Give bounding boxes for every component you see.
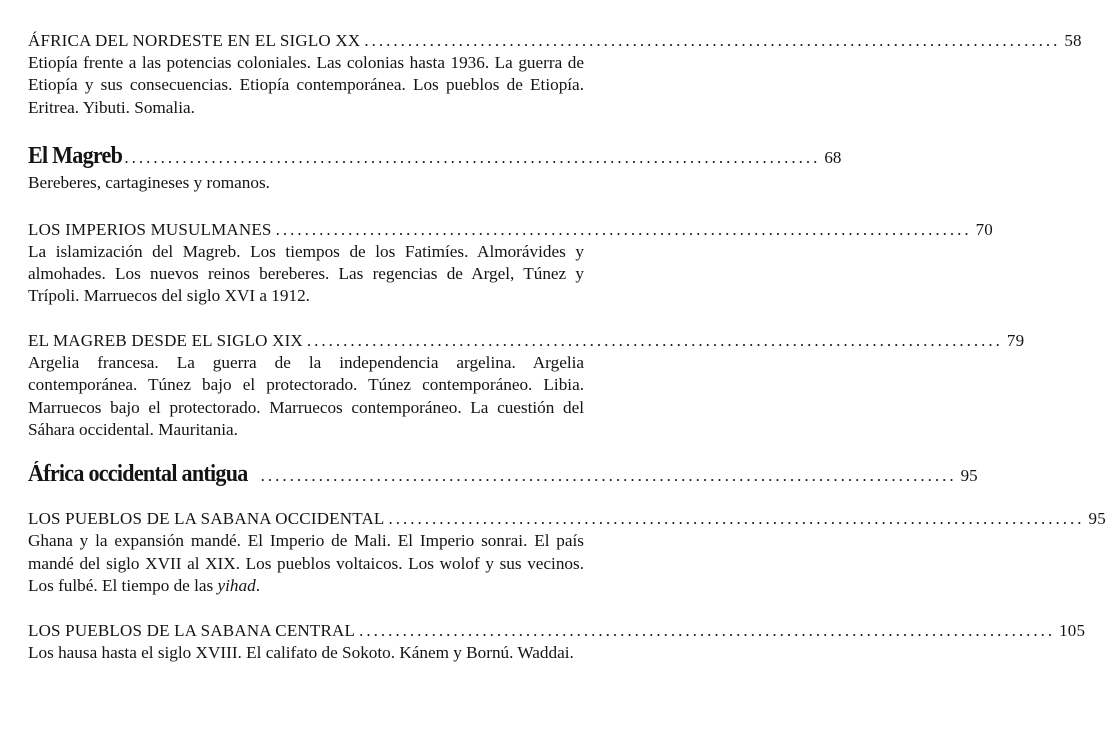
- chapter-title: LOS PUEBLOS DE LA SABANA CENTRAL: [28, 620, 356, 640]
- description-end: .: [255, 576, 260, 596]
- page-number: 105: [1059, 620, 1086, 640]
- chapter-description: [28, 530, 584, 597]
- toc-entry-magreb-siglo-xix: [28, 330, 1025, 442]
- part-title: África occidental antigua: [28, 461, 248, 488]
- dot-leader: ................................................................................................: [359, 620, 1056, 640]
- chapter-title: LOS IMPERIOS MUSULMANES: [28, 219, 272, 239]
- toc-heading-row: [28, 219, 993, 241]
- chapter-description: Argelia francesa. La guerra de la independencia argelina. Argelia contemporánea. Túnez bajo el protectorado. Túnez contemporáneo. Libia. Marruecos bajo el protectorado. Marruecos contemporáneo. La cuestión del Sáhara occidental. Mauritania.: [28, 352, 584, 440]
- part-title: El Magreb: [28, 143, 123, 170]
- toc-heading-row: [28, 143, 842, 170]
- page-number: 95: [1088, 509, 1106, 529]
- toc-part-el-magreb: [28, 143, 842, 194]
- toc-part-africa-occidental-antigua: [28, 461, 978, 488]
- page-number: 95: [960, 466, 978, 486]
- chapter-title: ÁFRICA DEL NORDESTE EN EL SIGLO XX: [28, 31, 361, 50]
- chapter-title: EL MAGREB DESDE EL SIGLO XIX: [28, 330, 303, 350]
- dot-leader: ................................................................................................: [124, 148, 821, 168]
- toc-heading-row: [28, 461, 978, 488]
- table-of-contents: [28, 30, 1106, 664]
- page-number: 68: [824, 148, 842, 168]
- description-text: Ghana y la expansión mandé. El Imperio de Mali. El Imperio sonrai. El país mandé del siglo XVII al XIX. Los pueblos voltaicos. Los wolof y sus vecinos. Los fulbé. El tiempo de las: [28, 531, 584, 596]
- toc-entry-sabana-occidental: [28, 508, 1106, 597]
- chapter-description: La islamización del Magreb. Los tiempos de los Fatimíes. Almorávides y almohades. Los nuevos reinos bereberes. Las regencias de Argel, Túnez y Trípoli. Marruecos del siglo XVI a 1912.: [28, 241, 584, 306]
- dot-leader: ................................................................................................: [260, 466, 957, 486]
- dot-leader: ................................................................................................: [364, 31, 1061, 50]
- toc-heading-row: [28, 330, 1025, 352]
- part-description: Bereberes, cartagineses y romanos.: [28, 173, 270, 193]
- description-italic-term: yihad: [217, 576, 256, 596]
- dot-leader: ................................................................................................: [275, 219, 972, 239]
- dot-leader: ................................................................................................: [388, 509, 1085, 529]
- toc-heading-row: [28, 508, 1106, 530]
- toc-entry-africa-nordeste: [28, 30, 1082, 119]
- dot-leader: ................................................................................................: [306, 330, 1003, 350]
- toc-entry-sabana-central: [28, 620, 1086, 664]
- chapter-description: Los hausa hasta el siglo XVIII. El califato de Sokoto. Kánem y Bornú. Waddai.: [28, 642, 574, 662]
- page-number: 79: [1006, 330, 1025, 350]
- page-number: 58: [1064, 31, 1082, 50]
- page-number: 70: [975, 219, 993, 239]
- chapter-description: Etiopía frente a las potencias coloniales. Las colonias hasta 1936. La guerra de Etiopía y sus consecuencias. Etiopía contemporánea. Los pueblos de Etiopía. Eritrea. Yibuti. Somalia.: [28, 53, 584, 117]
- toc-heading-row: [28, 620, 1086, 642]
- chapter-title: LOS PUEBLOS DE LA SABANA OCCIDENTAL: [28, 509, 385, 529]
- toc-heading-row: [28, 30, 1082, 52]
- toc-entry-imperios-musulmanes: [28, 219, 993, 308]
